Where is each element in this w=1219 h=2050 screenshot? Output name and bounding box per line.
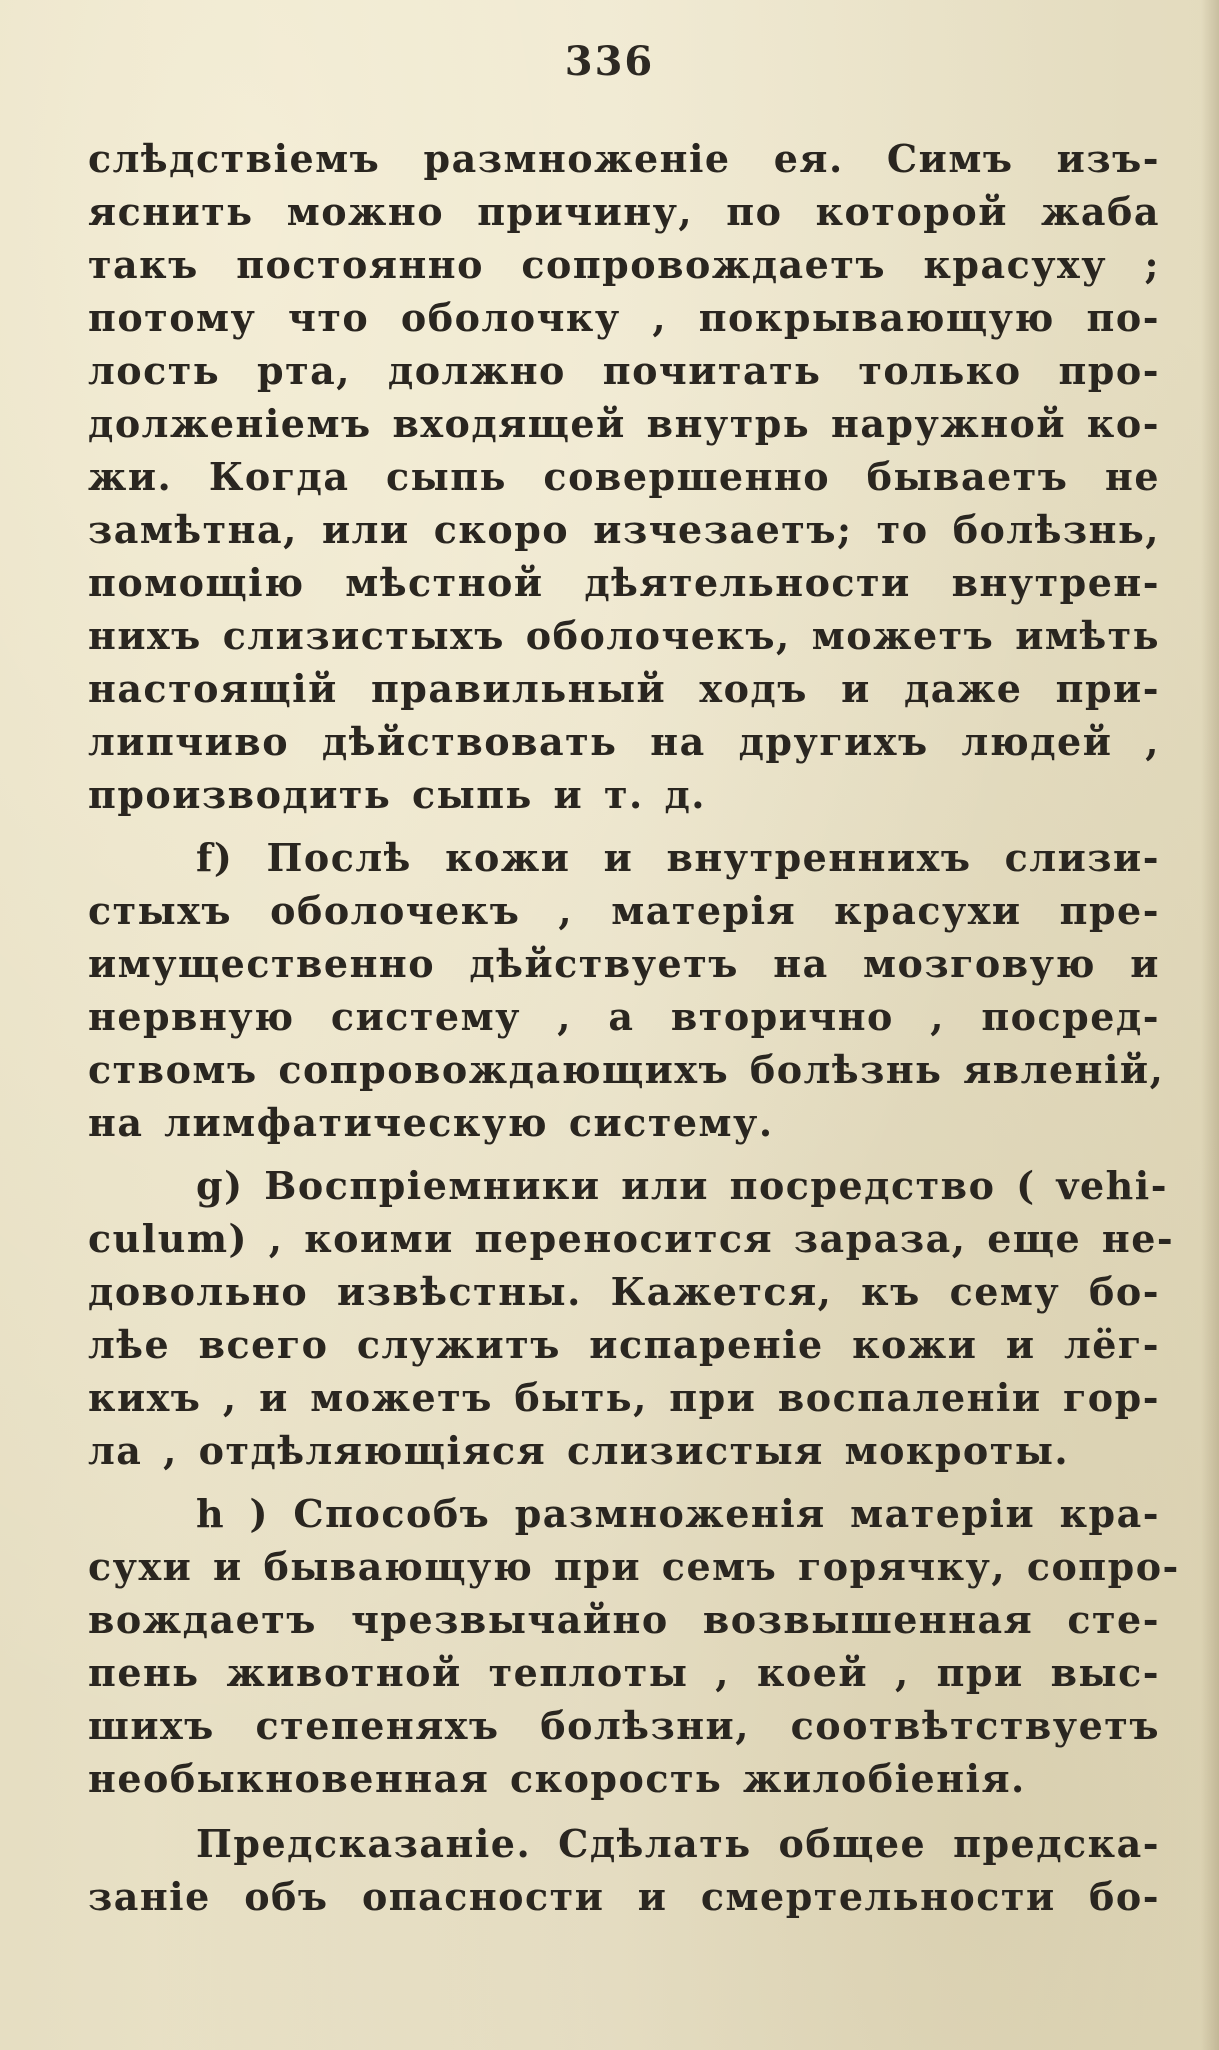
text-line: такъ постоянно сопровождаетъ красуху ; [88, 242, 1160, 287]
text-line: ла , отдѣляющіяся слизистыя мокроты. [88, 1428, 1070, 1473]
text-line: кихъ , и можетъ быть, при воспаленіи гор- [88, 1375, 1160, 1420]
paragraph-gap [88, 1477, 1160, 1487]
text-line: заніе объ опасности и смертельности бо- [88, 1874, 1160, 1919]
text-line: сухи и бывающую при семъ горячку, сопро- [88, 1544, 1180, 1589]
text-line: необыкновенная скорость жилобіенія. [88, 1756, 1026, 1801]
text-line: липчиво дѣйствовать на другихъ людей , [88, 719, 1160, 764]
text-line: Предсказаніе. Сдѣлать общее предска- [196, 1821, 1160, 1866]
text-line: вождаетъ чрезвычайно возвышенная сте- [88, 1597, 1160, 1642]
text-line: имущественно дѣйствуетъ на мозговую и [88, 941, 1160, 986]
text-line: яснить можно причину, по которой жаба [88, 189, 1160, 234]
text-line: замѣтна, или скоро изчезаетъ; то болѣзнь, [88, 507, 1160, 552]
text-line: потому что оболочку , покрывающую по- [88, 295, 1160, 340]
body-text [88, 132, 1180, 1923]
text-line: лость рта, должно почитать только про- [88, 348, 1160, 393]
page-number: 336 [564, 38, 655, 85]
text-line: помощію мѣстной дѣятельности внутрен- [88, 560, 1160, 605]
paragraph-gap [88, 1805, 1160, 1817]
paragraph-gap [88, 1149, 1160, 1159]
text-line: производить сыпь и т. д. [88, 772, 707, 817]
text-line: жи. Когда сыпь совершенно бываетъ не [88, 454, 1160, 499]
text-line: g) Воспріемники или посредство ( vehi- [196, 1163, 1168, 1208]
text-line: f) Послѣ кожи и внутреннихъ слизи- [196, 835, 1160, 880]
text-line: довольно извѣстны. Кажется, къ сему бо- [88, 1269, 1160, 1314]
text-line: culum) , коими переносится зараза, еще не- [88, 1216, 1175, 1261]
text-line: на лимфатическую систему. [88, 1100, 774, 1145]
text-line: ствомъ сопровождающихъ болѣзнь явленій, [88, 1047, 1165, 1092]
paragraph-gap [88, 821, 1160, 831]
text-line: нервную систему , а вторично , посред- [88, 994, 1160, 1039]
text-line: стыхъ оболочекъ , матерія красухи пре- [88, 888, 1160, 933]
text-line: нихъ слизистыхъ оболочекъ, можетъ имѣть [88, 613, 1160, 658]
text-line: лѣе всего служитъ испареніе кожи и лёг- [88, 1322, 1160, 1367]
text-line: h ) Способъ размноженія матеріи кра- [196, 1491, 1160, 1536]
text-line: настоящій правильный ходъ и даже при- [88, 666, 1160, 711]
page-edge-shadow [1201, 0, 1219, 2050]
text-line: шихъ степеняхъ болѣзни, соотвѣтствуетъ [88, 1703, 1160, 1748]
text-line: долженіемъ входящей внутрь наружной ко- [88, 401, 1160, 446]
text-line: слѣдствіемъ размноженіе ея. Симъ изъ- [88, 136, 1160, 181]
text-line: пень животной теплоты , коей , при выс- [88, 1650, 1160, 1695]
